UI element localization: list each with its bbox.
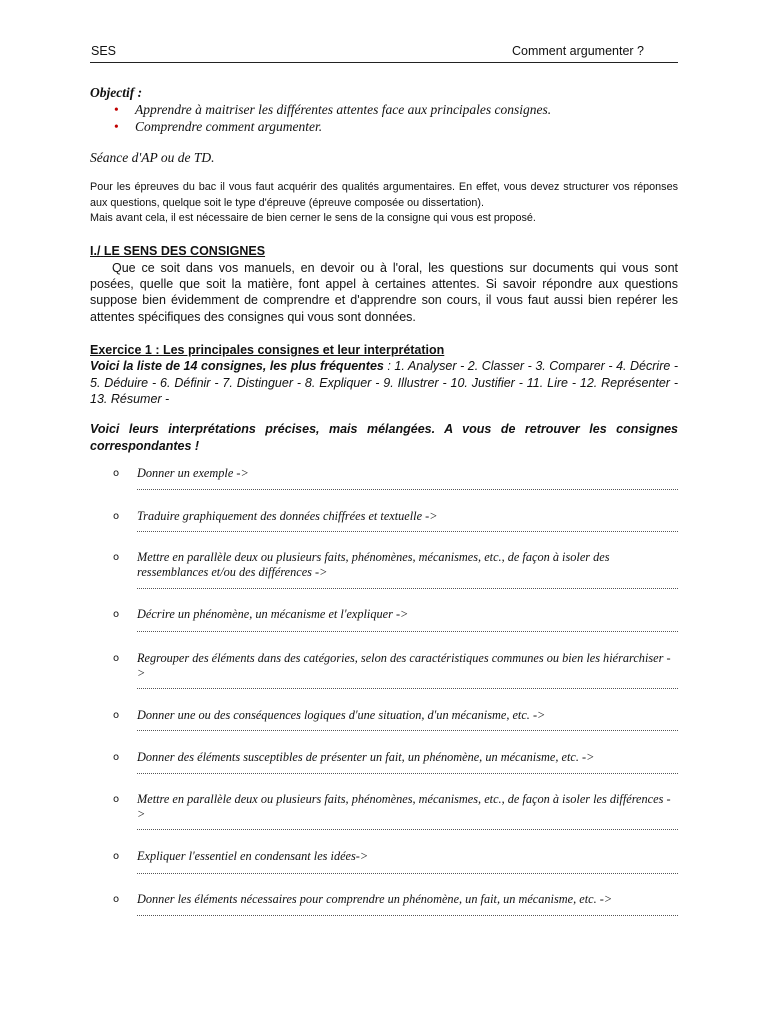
objectif-title: Objectif : — [90, 85, 143, 100]
bullet-icon: • — [114, 119, 119, 134]
definition-text: Mettre en parallèle deux ou plusieurs faits, phénomènes, mécanismes, etc., de façon à isoler les différences -> — [137, 792, 671, 821]
answer-line[interactable] — [137, 915, 678, 916]
circle-bullet-icon: o — [113, 794, 120, 805]
objectif-list — [90, 101, 678, 135]
objectif-item — [114, 101, 678, 118]
circle-bullet-icon: o — [113, 653, 120, 664]
answer-line[interactable] — [137, 773, 678, 774]
intro-line: Pour les épreuves du bac il vous faut acquérir des qualités argumentaires. En effet, vous devez structurer vos réponses aux questions, quelque soit le type d'épreuve (épreuve composée ou dissertation). — [90, 181, 678, 209]
answer-line[interactable] — [137, 631, 678, 632]
header-title: Comment argumenter ? — [511, 44, 644, 58]
definition-text: Donner des éléments susceptibles de présenter un fait, un phénomène, un mécanisme, etc. -> — [137, 750, 595, 764]
circle-bullet-icon: o — [113, 511, 120, 522]
definition-text: Donner un exemple -> — [137, 466, 249, 480]
bullet-icon: • — [114, 102, 119, 117]
circle-bullet-icon: o — [113, 710, 120, 721]
section-body: Que ce soit dans vos manuels, en devoir ou à l'oral, les questions sur documents qui vous sont posées, quelle que soit la matière, font appel à certaines attentes. Si savoir répondre aux questions suppose bien évidemment de comprendre et d'apprendre son cours, il vous faut aussi bien repérer les attentes spécifiques des consignes qui vous sont données. — [90, 260, 678, 324]
circle-bullet-icon: o — [113, 752, 120, 763]
intro-paragraph — [90, 180, 678, 227]
section-title — [90, 243, 678, 259]
objectif-item-text: Comprendre comment argumenter. — [135, 119, 323, 134]
answer-line[interactable] — [137, 688, 678, 689]
answer-line[interactable] — [137, 873, 678, 874]
section-number: I./ — [90, 243, 101, 258]
document-body — [90, 84, 678, 454]
seance-label: Séance d'AP ou de TD. — [90, 150, 215, 165]
exercise-list-body: : 1. Analyser - 2. Classer - 3. Comparer - 4. Décrire - 5. Déduire - 6. Définir - 7. Distinguer - 8. Expliquer - 9. Illustrer - 10. Justifier - 11. Lire - 12. Représenter - 13. Résumer - — [90, 359, 679, 406]
exercise-prompt: Voici leurs interprétations précises, mais mélangées. A vous de retrouver les consignes correspondantes ! — [90, 422, 678, 453]
circle-bullet-icon: o — [113, 609, 120, 620]
answer-line[interactable] — [137, 489, 678, 490]
section-title-text: LE SENS DES CONSIGNES — [103, 243, 266, 258]
answer-line[interactable] — [137, 829, 678, 830]
definition-text: Donner les éléments nécessaires pour comprendre un phénomène, un fait, un mécanisme, etc. -> — [137, 892, 613, 906]
answer-line[interactable] — [137, 730, 678, 731]
definition-text: Regrouper des éléments dans des catégories, selon des caractéristiques communes ou bien les hiérarchiser -> — [137, 651, 671, 680]
answer-line[interactable] — [137, 531, 678, 532]
exercise-title: Exercice 1 : Les principales consignes et leur interprétation — [90, 343, 445, 358]
circle-bullet-icon: o — [113, 468, 120, 479]
circle-bullet-icon: o — [113, 552, 120, 563]
objectif-item — [114, 118, 678, 135]
objectif-item-text: Apprendre à maitriser les différentes attentes face aux principales consignes. — [135, 102, 552, 117]
definition-text: Mettre en parallèle deux ou plusieurs faits, phénomènes, mécanismes, etc., de façon à isoler des ressemblances et/ou des différences -> — [137, 550, 610, 579]
header-subject: SES — [91, 44, 117, 58]
circle-bullet-icon: o — [113, 894, 120, 905]
definition-text: Expliquer l'essentiel en condensant les idées-> — [137, 849, 369, 863]
definition-text: Décrire un phénomène, un mécanisme et l'expliquer -> — [137, 607, 409, 621]
exercise-list-lead: Voici la liste de 14 consignes, les plus fréquentes — [90, 359, 384, 374]
intro-line: Mais avant cela, il est nécessaire de bien cerner le sens de la consigne qui vous est proposé. — [90, 212, 536, 224]
definition-text: Donner une ou des conséquences logiques d'une situation, d'un mécanisme, etc. -> — [137, 708, 546, 722]
exercise-consignes-list — [90, 358, 678, 407]
definition-text: Traduire graphiquement des données chiffrées et textuelle -> — [137, 509, 438, 523]
answer-line[interactable] — [137, 588, 678, 589]
circle-bullet-icon: o — [113, 851, 120, 862]
page-header — [90, 36, 678, 63]
